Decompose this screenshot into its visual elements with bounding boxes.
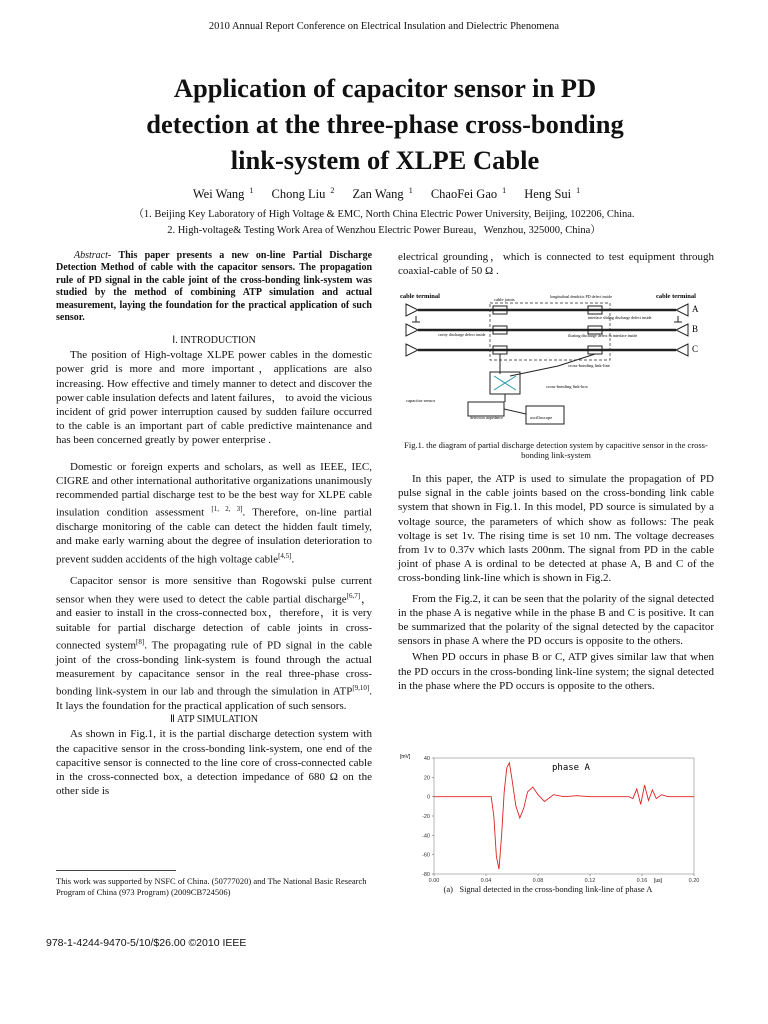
footnote-rule <box>56 870 176 871</box>
fig1-label: cavity discharge defect inside <box>438 332 486 337</box>
affiliation: 2. High-voltage& Testing Work Area of Wenzhou Electric Power Bureau，Wenzhou, 325000, China） <box>167 225 601 236</box>
author-list <box>0 186 768 202</box>
chart-frame <box>434 758 694 874</box>
fig2-chart <box>398 752 698 884</box>
fig1-label: floating discharge defect in interface inside <box>568 333 638 338</box>
fig1-label: cable terminal <box>656 293 696 300</box>
right-column-top <box>398 250 714 278</box>
chart-x-tick-label: 0.04 <box>480 878 492 884</box>
chart-y-tick-label: -40 <box>422 833 430 840</box>
conference-header: 2010 Annual Report Conference on Electrical Insulation and Dielectric Phenomena <box>208 21 560 32</box>
fig1-label: cable terminal <box>400 293 440 300</box>
abstract-text: This paper presents a new on-line Partial Discharge Detection Method of cable with the capacitor sensors. The propagation rule of PD signal in the cable joint of the cross-bonding link-system was studied by the method of combining ATP simulation and actual measurement, laying the foundation for the practical application of such sensor. <box>56 250 373 324</box>
fig1-label: oscilloscope <box>530 415 553 420</box>
chart-y-tick-label: 40 <box>423 756 430 762</box>
fig1-label: cable joints <box>494 297 515 302</box>
chart-x-tick-label: 0.20 <box>688 878 700 884</box>
fig1-label: C <box>692 344 699 354</box>
chart-x-tick-label: 0.12 <box>584 878 596 884</box>
footnote: This work was supported by NSFC of China. (50777020) and The National Basic Research Program of China (973 Program) (2009CB724506) <box>56 876 367 897</box>
fig1-label: detection impedance <box>470 415 503 420</box>
fig1-caption: Fig.1. the diagram of partial discharge detection system by capacitive sensor in the cross-bonding link-system <box>404 440 708 460</box>
paragraph: As shown in Fig.1, it is the partial discharge detection system with the capacitive sensor in the cross-bonding link-system, one end of the capacitive sensor is connected to the line core of cross-connected cable in the cross-connected box, a detection impedance of 680 Ω on the other side is <box>56 728 372 798</box>
affiliation: （1. Beijing Key Laboratory of High Voltage & EMC, North China Electric Power University, Beijing, 102206, China. <box>133 209 635 220</box>
fig1-label: longitudinal dendritic PD defect inside <box>550 294 612 299</box>
chart-y-tick-label: 20 <box>423 775 430 782</box>
fig2-caption <box>398 884 698 894</box>
paragraph: From the Fig.2, it can be seen that the polarity of the signal detected in the phase A is negative while in the phase B and C is positive. It can be summarized that the polarity of the signal detected by the capacitor sensors in phase A where the PD occurs is opposite to the others. <box>398 592 714 648</box>
fig2-caption-text: Signal detected in the cross-bonding link-line of phase A <box>459 884 653 894</box>
paragraph: The position of High-voltage XLPE power cables in the domestic power grid is more and more important，applications are also increasing. How effective and timely manner to detect and discover the power cable insulation defects and latent failures， to avoid the vicious incident of grid power interruption caused by sudden failure occurred to the cable is an important part of cable predictive maintenance and has been concerned greatly by power enterprise . <box>56 349 372 447</box>
paragraph: Capacitor sensor is more sensitive than Rogowski pulse current sensor when they were used to detect the cable partial discharge[6,7]，and easier to install in the cross-connected box，therefore，it is very suitable for partial discharge detection of cable joints in cross-connected system[8]. The propagating rule of PD signal in the cable joint of the cross-bonding link-system is found through the actual measurement by capacitance sensor in the real three-phase cross-bonding link-system in our lab and through the simulation in ATP[9,10]. It lays the foundation for the practical application of such sensors. <box>56 575 373 712</box>
chart-y-tick-label: 0 <box>426 794 430 801</box>
chart-series-line <box>434 763 694 869</box>
chart-x-tick-label: 0.00 <box>428 878 440 884</box>
chart-x-tick-label: 0.16 <box>636 878 648 884</box>
section-heading: Ⅰ. INTRODUCTION <box>172 335 256 346</box>
fig2-caption-label: (a) <box>443 884 453 894</box>
paragraph: In this paper, the ATP is used to simulate the propagation of PD pulse signal in the cable joints based on the cross-bonding link cable system that shown in Fig.1. In this model, PD source is simulated by a voltage source, the parameters of which show as follows: The peak voltage is set 1v. The rising time is set 10 nm. The voltage decreases from 1v to 0.37v which lasts 200nm. The signal from PD in the cable joint of phase A is ordinal to be detected at phase A, B and C of the cross-bonding link-line which is shown in Fig.2. <box>398 473 714 585</box>
chart-title: phase A <box>552 763 590 773</box>
chart-y-tick-label: -20 <box>422 814 430 820</box>
author: Heng Sui $^1$ <box>524 186 581 202</box>
chart-x-tick-label: 0.08 <box>532 878 544 884</box>
isbn-line: 978-1-4244-9470-5/10/$26.00 ©2010 IEEE <box>46 937 247 949</box>
author: Chong Liu $^2$ <box>271 186 335 202</box>
chart-xlabel: [us] <box>654 878 663 884</box>
chart-y-tick-label: -80 <box>422 872 430 878</box>
fig1-label: capacitor sensor <box>406 398 436 403</box>
fig1-label: cross-bonding link-box <box>546 384 588 389</box>
fig1-diagram <box>398 286 714 436</box>
fig1-label: cross-bonding link-line <box>568 363 610 368</box>
author: ChaoFei Gao $^1$ <box>430 186 507 202</box>
left-column <box>56 334 372 798</box>
paragraph: Domestic or foreign experts and scholars, as well as IEEE, IEC, CIGRE and other international authoritative organizations unanimously recommended partial discharge test to be the best way for XLPE cable insulation condition assessment [1, 2, 3]. Therefore, on-line partial discharge monitoring of the cable can detect the hidden fault timely, and make early warning about the degree of insulation deterioration to prevent sudden accidents of the high voltage cable[4,5]. <box>56 460 372 566</box>
chart-ylabel: [mV] <box>400 754 411 760</box>
fig1-label: interface sliding discharge defect inside <box>588 315 652 320</box>
abstract <box>56 250 372 324</box>
right-column-body <box>398 472 714 693</box>
paper-title <box>60 70 710 178</box>
fig1-label: A <box>692 304 699 314</box>
title-line: Application of capacitor sensor in PD <box>173 73 597 103</box>
author: Wei Wang $^1$ <box>192 186 254 202</box>
title-line: detection at the three-phase cross-bonding <box>146 109 624 139</box>
author: Zan Wang $^1$ <box>352 186 413 202</box>
paragraph: electrical grounding，which is connected to test equipment through coaxial-cable of 50 Ω . <box>398 251 714 278</box>
fig1-label: B <box>692 324 699 334</box>
title-line: link-system of XLPE Cable <box>230 145 540 175</box>
paragraph: When PD occurs in phase B or C, ATP gives similar law that when the PD occurs in the cross-bonding link-line system; the signal detected in the phase where the PD occurs is opposite to the others. <box>398 651 714 692</box>
abstract-label: Abstract- <box>74 250 112 261</box>
fig1-cables <box>406 303 688 424</box>
chart-y-tick-label: -60 <box>422 852 430 859</box>
section-heading: Ⅱ ATP SIMULATION <box>170 714 258 726</box>
